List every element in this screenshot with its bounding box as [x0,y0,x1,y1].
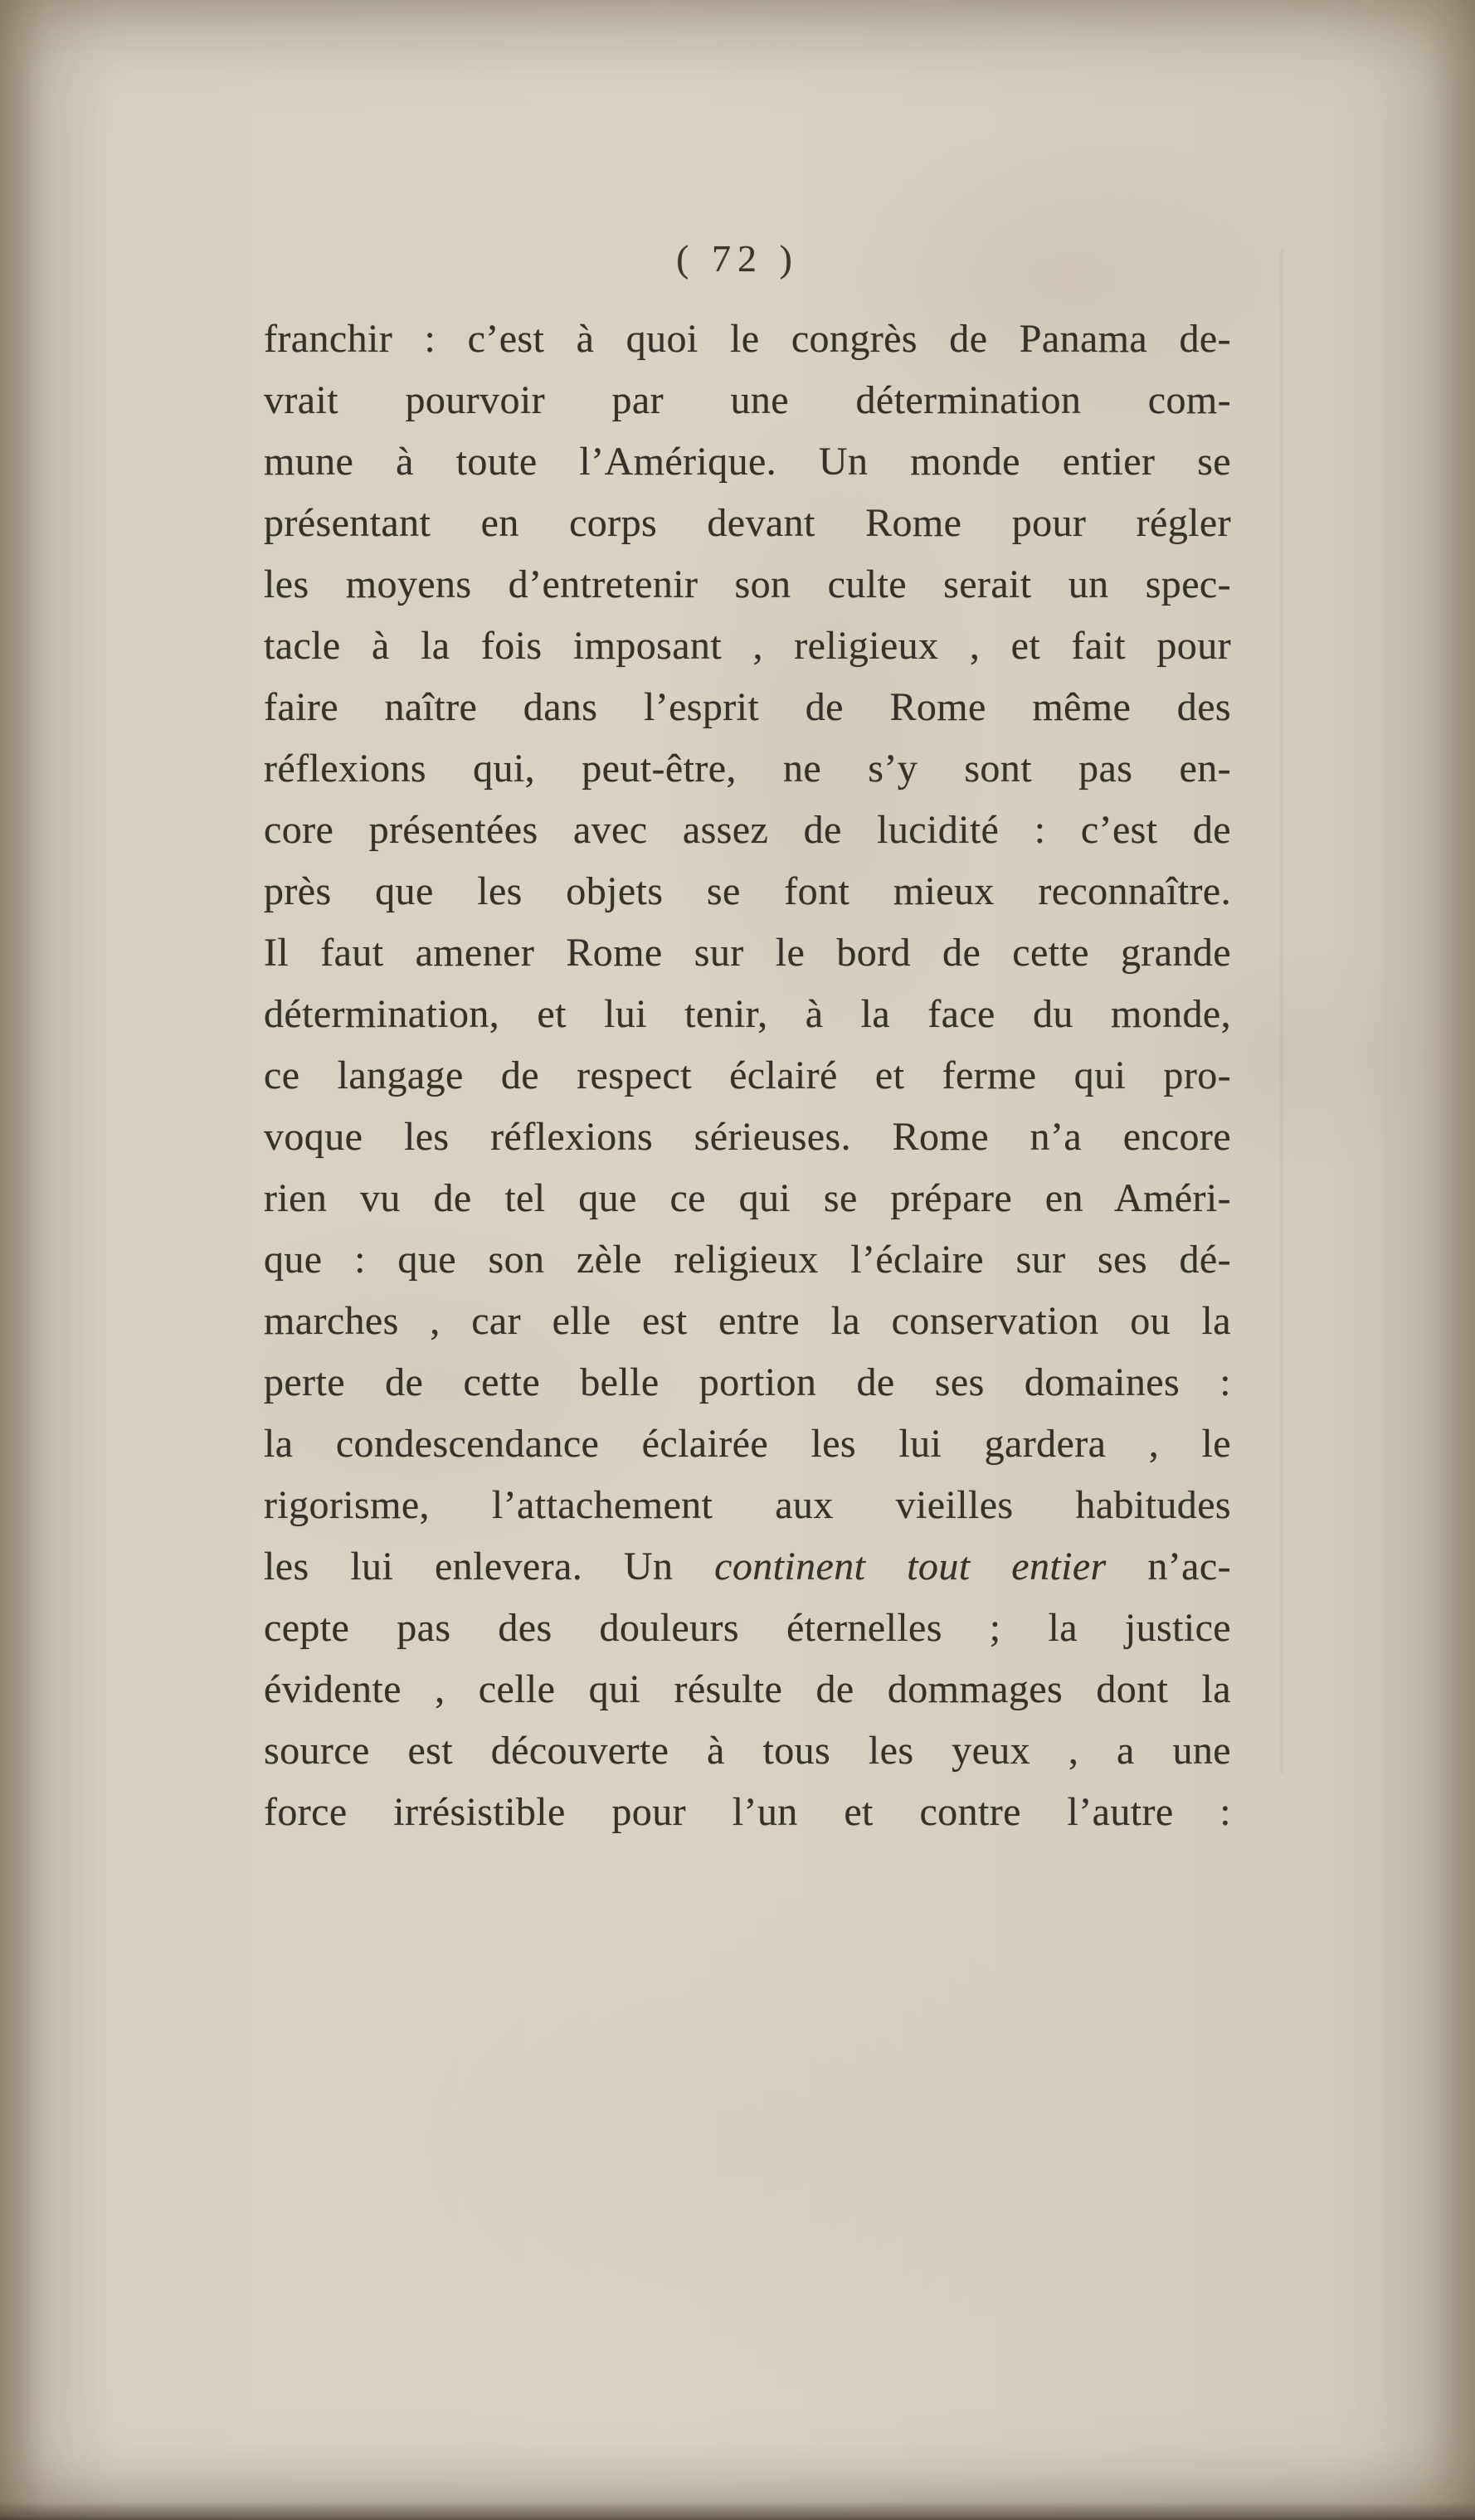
text-line [264,800,1231,861]
text-line [264,677,1231,738]
text-segment: marches , car elle est entre la conservation ou la [264,1299,1231,1343]
text-segment: faire naître dans l’esprit de Rome même des [264,685,1231,729]
text-line [264,1782,1231,1843]
text-segment: la condescendance éclairée les lui gardera , le [264,1422,1231,1466]
body-text [264,309,1231,1843]
text-line [264,1720,1231,1782]
text-segment: ce langage de respect éclairé et ferme qui pro- [264,1053,1231,1097]
text-segment: Il faut amener Rome sur le bord de cette grande [264,931,1231,975]
text-segment: mune à toute l’Amérique. Un monde entier se [264,440,1231,484]
text-line [264,1659,1231,1720]
text-line [264,1598,1231,1659]
text-segment: franchir : c’est à quoi le congrès de Panama de- [264,317,1231,361]
text-line [264,738,1231,800]
text-segment: près que les objets se font mieux reconnaître. [264,869,1231,913]
text-line [264,615,1231,677]
text-line [264,1475,1231,1536]
text-line [264,984,1231,1045]
text-line [264,1229,1231,1291]
text-segment: rigorisme, l’attachement aux vieilles habitudes [264,1483,1231,1527]
text-line [264,431,1231,493]
text-line [264,1413,1231,1475]
text-line [264,1352,1231,1413]
text-segment: les moyens d’entretenir son culte serait un spec- [264,562,1231,606]
text-segment: évidente , celle qui résulte de dommages dont la [264,1667,1231,1711]
text-line [264,1045,1231,1107]
text-segment: rien vu de tel que ce qui se prépare en Améri- [264,1176,1231,1220]
text-line [264,309,1231,370]
text-line [264,1168,1231,1229]
text-line [264,1291,1231,1352]
italic-phrase: continent tout entier [714,1545,1107,1588]
text-line [264,922,1231,984]
text-segment: core présentées avec assez de lucidité : c’est de [264,808,1231,852]
text-line [264,861,1231,922]
text-segment: n’ac- [1106,1545,1231,1588]
text-segment: les lui enlevera. Un [264,1545,715,1588]
text-line [264,493,1231,554]
page-number: ( 72 ) [676,237,799,280]
text-segment: détermination, et lui tenir, à la face du monde, [264,992,1231,1036]
text-segment: que : que son zèle religieux l’éclaire sur ses dé- [264,1238,1231,1282]
text-segment: perte de cette belle portion de ses domaines : [264,1360,1231,1404]
text-line [264,554,1231,615]
text-segment: présentant en corps devant Rome pour régler [264,501,1231,545]
text-line [264,370,1231,431]
text-line [264,1107,1231,1168]
text-segment: voque les réflexions sérieuses. Rome n’a encore [264,1115,1231,1159]
text-segment: vrait pourvoir par une détermination com- [264,378,1231,422]
text-segment: tacle à la fois imposant , religieux , et fait pour [264,624,1231,668]
text-segment: réflexions qui, peut-être, ne s’y sont pas en- [264,747,1231,791]
text-segment: force irrésistible pour l’un et contre l’autre : [264,1790,1231,1834]
text-segment: source est découverte à tous les yeux , a une [264,1729,1231,1773]
text-line [264,1536,1231,1598]
text-segment: cepte pas des douleurs éternelles ; la justice [264,1606,1231,1650]
